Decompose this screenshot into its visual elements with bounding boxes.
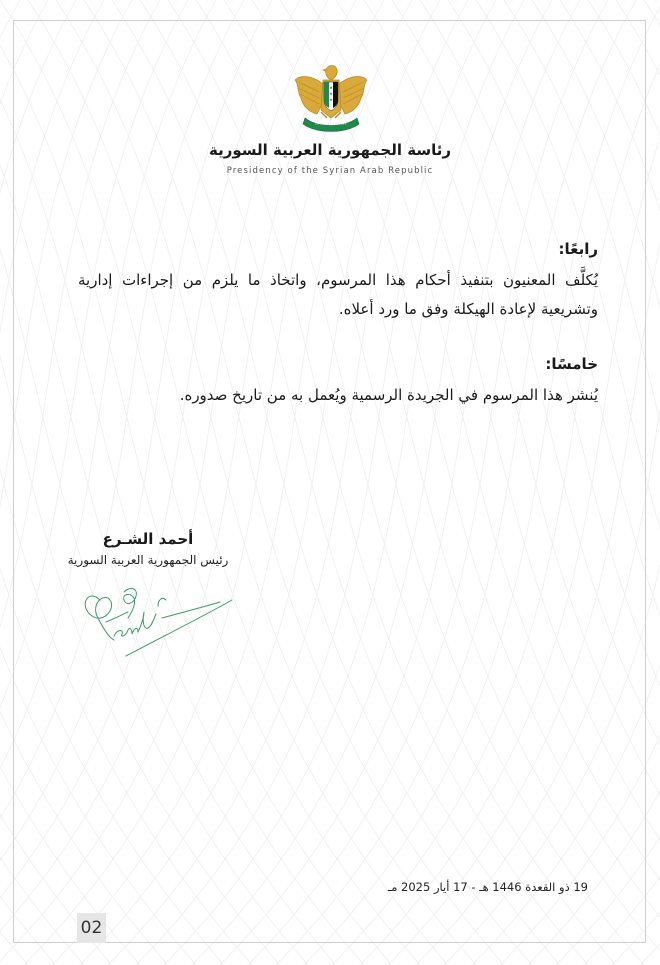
section-heading-fourth: رابعًا: xyxy=(558,240,598,258)
handwritten-signature-icon xyxy=(80,578,240,663)
signatory-name: أحمد الشـرع xyxy=(102,530,194,548)
svg-text:★: ★ xyxy=(329,91,333,96)
svg-text:★: ★ xyxy=(329,97,333,102)
section-body-fifth: يُنشر هذا المرسوم في الجريدة الرسمية ويُعمل به من تاريخ صدوره. xyxy=(179,386,598,404)
issue-date: 19 ذو القعدة 1446 هـ - 17 أيار 2025 مـ xyxy=(387,880,588,894)
signatory-title: رئيس الجمهورية العربية السورية xyxy=(67,553,229,567)
section-body-fourth: يُكلَّف المعنيون بتنفيذ أحكام هذا المرسوم، واتخاذ ما يلزم من إجراءات إدارية وتشريعية لإعادة الهيكلة وفق ما ورد أعلاه. xyxy=(78,271,598,318)
svg-text:★: ★ xyxy=(329,85,333,90)
syrian-eagle-emblem-icon xyxy=(293,62,369,134)
page-number: 02 xyxy=(77,913,106,943)
org-name-english: Presidency of the Syrian Arab Republic xyxy=(226,166,434,176)
section-heading-fifth: خامسًا: xyxy=(545,355,598,373)
org-name-arabic: رئاسة الجمهورية العربية السورية xyxy=(209,141,451,159)
